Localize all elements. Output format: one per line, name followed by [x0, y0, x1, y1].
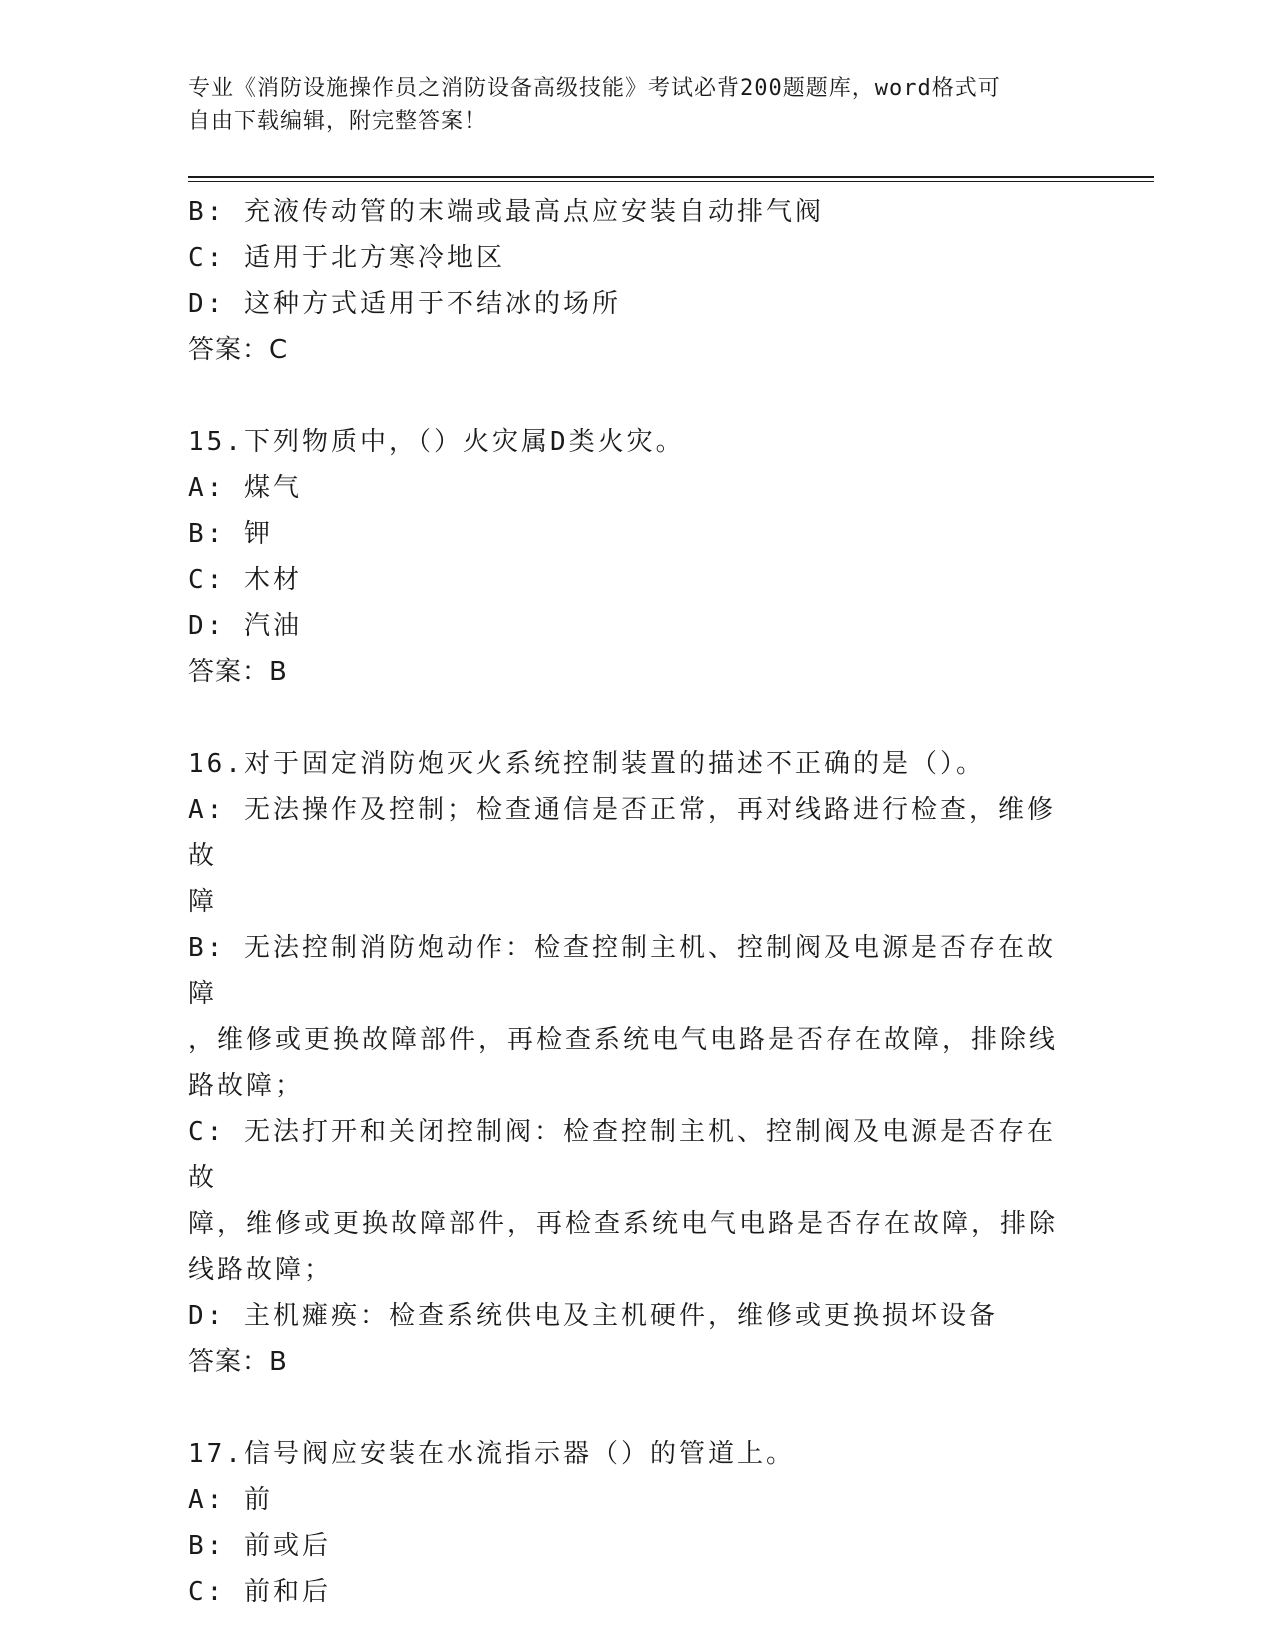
spacer [188, 695, 1068, 741]
option-b: B: 充液传动管的末端或最高点应安装自动排气阀 [188, 197, 824, 227]
page-header [188, 72, 1068, 138]
option-b: B: 前或后 [188, 1531, 331, 1561]
answer: 答案：B [188, 657, 288, 687]
option-b-line-3: 路故障； [188, 1071, 305, 1101]
option-a: A: 前 [188, 1485, 273, 1515]
option-d: D: 汽油 [188, 611, 302, 641]
option-b: B: 钾 [188, 519, 273, 549]
option-c-line-1: C: 无法打开和关闭控制阀：检查控制主机、控制阀及电源是否存在故 [188, 1117, 1056, 1193]
question-15 [188, 419, 1068, 695]
header-line-2: 自由下载编辑，附完整答案！ [188, 109, 488, 134]
answer: 答案：B [188, 1347, 288, 1377]
question-stem: 17.信号阀应安装在水流指示器（）的管道上。 [188, 1439, 795, 1469]
question-stem: 15.下列物质中，（）火灾属D类火灾。 [188, 427, 685, 457]
header-divider [188, 176, 1154, 182]
question-17 [188, 1431, 1068, 1615]
spacer [188, 1385, 1068, 1431]
option-c: C: 前和后 [188, 1577, 331, 1607]
option-c: C: 适用于北方寒冷地区 [188, 243, 505, 273]
answer: 答案：C [188, 335, 289, 365]
question-16 [188, 741, 1068, 1385]
option-c-line-2: 障，维修或更换故障部件，再检查系统电气电路是否存在故障，排除 [188, 1209, 1059, 1239]
option-d: D: 主机瘫痪：检查系统供电及主机硬件，维修或更换损坏设备 [188, 1301, 998, 1331]
option-a: A: 煤气 [188, 473, 302, 503]
option-a-line-1: A: 无法操作及控制；检查通信是否正常，再对线路进行检查，维修故 [188, 795, 1056, 871]
spacer [188, 373, 1068, 419]
option-c: C: 木材 [188, 565, 302, 595]
document-body [188, 189, 1068, 1615]
option-b-line-2: ，维修或更换故障部件，再检查系统电气电路是否存在故障，排除线 [188, 1025, 1059, 1055]
question-stem: 16.对于固定消防炮灭火系统控制装置的描述不正确的是（）。 [188, 749, 985, 779]
option-b-line-1: B: 无法控制消防炮动作：检查控制主机、控制阀及电源是否存在故障 [188, 933, 1056, 1009]
option-d: D: 这种方式适用于不结冰的场所 [188, 289, 621, 319]
question-14-continued [188, 189, 1068, 373]
header-line-1: 专业《消防设施操作员之消防设备高级技能》考试必背200题题库，word格式可 [188, 76, 1001, 101]
option-a-line-2: 障 [188, 887, 218, 917]
option-c-line-3: 线路故障； [188, 1255, 334, 1285]
